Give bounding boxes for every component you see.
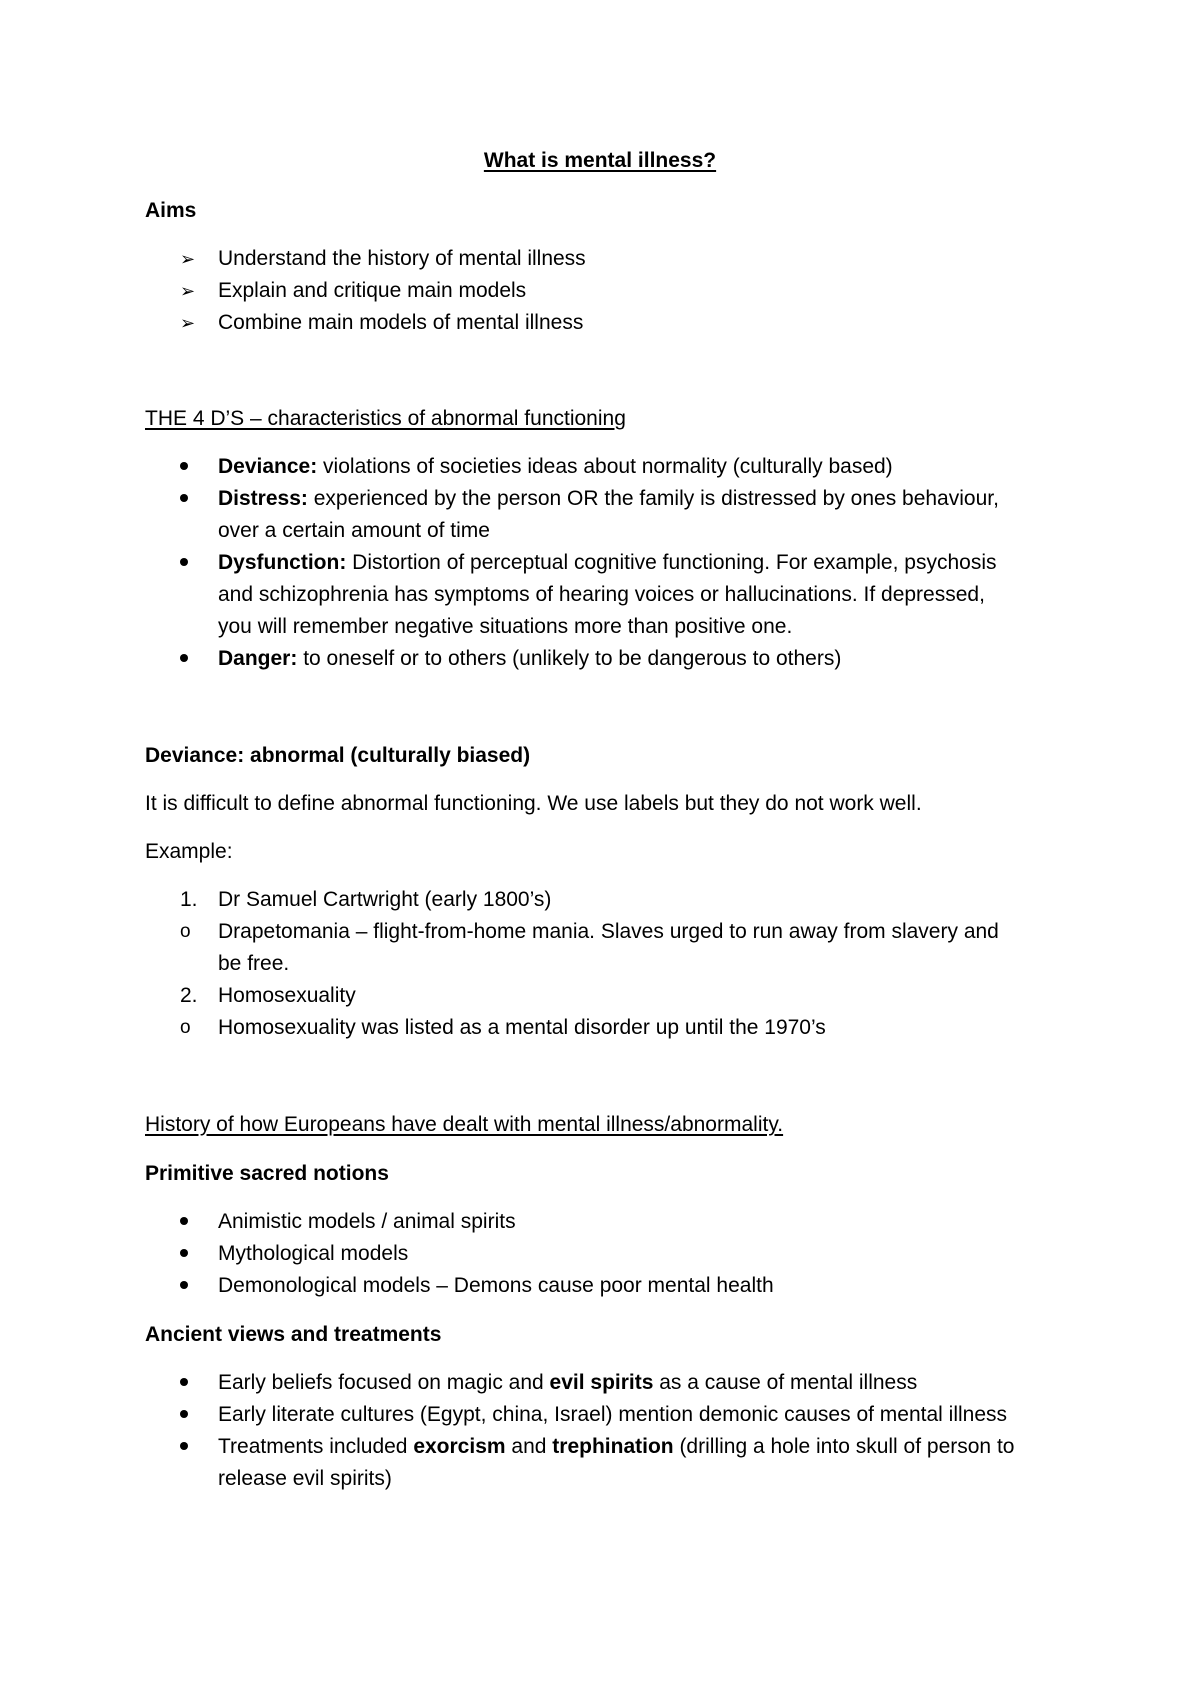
bullet-icon: [180, 485, 188, 513]
ancient-item-continuation: release evil spirits): [218, 1467, 392, 1490]
history-heading: History of how Europeans have dealt with mental illness/abnormality.: [145, 1113, 784, 1136]
aims-item: Combine main models of mental illness: [218, 311, 584, 334]
arrow-bullet-icon: ➢: [180, 313, 196, 333]
definition-text: you will remember negative situations more than positive one.: [218, 615, 793, 638]
example-item: Drapetomania – flight-from-home mania. Slaves urged to run away from slavery and: [218, 920, 999, 943]
arrow-bullet-icon: ➢: [180, 249, 196, 269]
four-ds-item: [218, 453, 893, 481]
aims-item: Understand the history of mental illness: [218, 247, 586, 270]
definition-text: and schizophrenia has symptoms of hearing voices or hallucinations. If depressed,: [218, 583, 985, 606]
arrow-bullet-icon: ➢: [180, 281, 196, 301]
example-item: Homosexuality: [218, 984, 356, 1007]
four-ds-heading: THE 4 D’S – characteristics of abnormal functioning: [145, 407, 626, 430]
text-run: as a cause of mental illness: [653, 1371, 918, 1394]
aims-heading: Aims: [145, 199, 197, 222]
bullet-icon: [180, 645, 188, 673]
definition-text: experienced by the person OR the family is distressed by ones behaviour,: [307, 487, 999, 510]
primitive-heading: Primitive sacred notions: [145, 1162, 389, 1185]
term-dysfunction: Dysfunction:: [218, 551, 347, 574]
circle-bullet: o: [180, 1017, 191, 1038]
list-number: 2.: [180, 984, 198, 1007]
ancient-item: [218, 1433, 1014, 1461]
aims-item: Explain and critique main models: [218, 279, 527, 302]
text-run: Treatments included: [218, 1435, 414, 1458]
ancient-item: Early literate cultures (Egypt, china, Israel) mention demonic causes of mental illness: [218, 1403, 1008, 1426]
term-danger: Danger:: [218, 647, 298, 670]
primitive-item: Mythological models: [218, 1242, 409, 1265]
four-ds-item: [218, 549, 997, 577]
bold-term: exorcism: [413, 1435, 506, 1458]
text-run: and: [505, 1435, 553, 1458]
definition-text: Distortion of perceptual cognitive functioning. For example, psychosis: [346, 551, 997, 574]
example-item: Dr Samuel Cartwright (early 1800’s): [218, 888, 552, 911]
example-item: Homosexuality was listed as a mental disorder up until the 1970’s: [218, 1016, 826, 1039]
deviance-paragraph: It is difficult to define abnormal functioning. We use labels but they do not work well.: [145, 792, 922, 815]
deviance-heading: Deviance: abnormal (culturally biased): [145, 744, 531, 767]
circle-bullet: o: [180, 921, 191, 942]
bold-term: trephination: [552, 1435, 674, 1458]
page-title: What is mental illness?: [483, 149, 717, 172]
term-distress: Distress:: [218, 487, 308, 510]
primitive-item: Animistic models / animal spirits: [218, 1210, 516, 1233]
bullet-icon: [180, 1401, 188, 1429]
definition-text: to oneself or to others (unlikely to be dangerous to others): [297, 647, 842, 670]
bullet-icon: [180, 1240, 188, 1268]
ancient-heading: Ancient views and treatments: [145, 1323, 442, 1346]
bullet-icon: [180, 1369, 188, 1397]
text-run: Early beliefs focused on magic and: [218, 1371, 550, 1394]
ancient-item: [218, 1369, 917, 1397]
four-ds-item: [218, 645, 841, 673]
bullet-icon: [180, 453, 188, 481]
bold-term: evil spirits: [549, 1371, 654, 1394]
list-number: 1.: [180, 888, 198, 911]
definition-text: violations of societies ideas about normality (culturally based): [317, 455, 893, 478]
term-deviance: Deviance:: [218, 455, 318, 478]
bullet-icon: [180, 1272, 188, 1300]
primitive-item: Demonological models – Demons cause poor mental health: [218, 1274, 774, 1297]
definition-text: over a certain amount of time: [218, 519, 490, 542]
bullet-icon: [180, 1208, 188, 1236]
bullet-icon: [180, 549, 188, 577]
example-label: Example:: [145, 840, 233, 863]
text-run: (drilling a hole into skull of person to: [673, 1435, 1015, 1458]
bullet-icon: [180, 1433, 188, 1461]
example-item: be free.: [218, 952, 290, 975]
four-ds-item: [218, 485, 999, 513]
